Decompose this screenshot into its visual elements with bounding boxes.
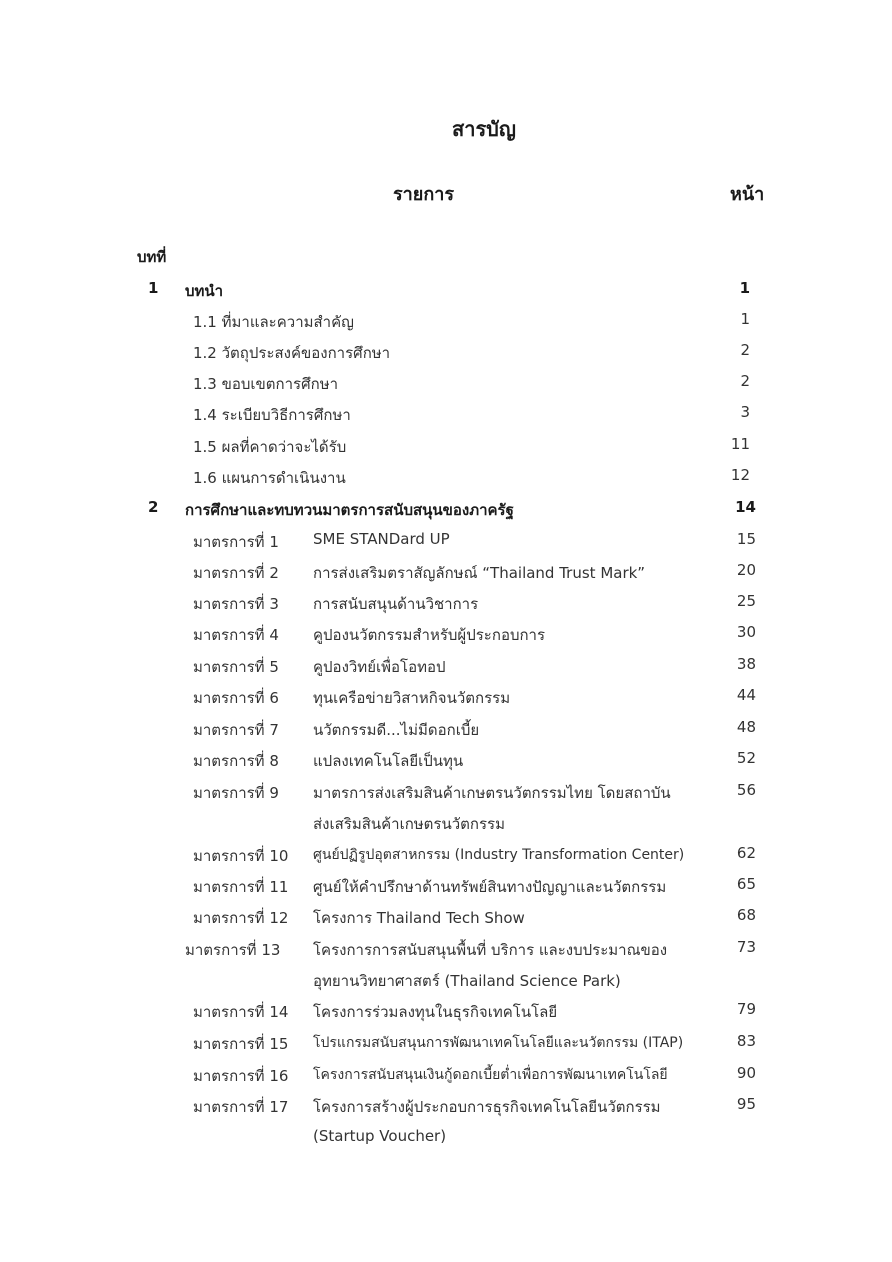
section-page: 2 [740, 372, 750, 390]
chapter-title: การศึกษาและทบทวนมาตรการสนับสนุนของภาครัฐ [185, 501, 514, 519]
measure-page: 20 [736, 561, 756, 579]
measure-title: นวัตกรรมดี...ไม่มีดอกเบี้ย [313, 721, 480, 739]
measure-label: มาตรการที่ 5 [193, 658, 279, 676]
measure-label: มาตรการที่ 4 [193, 626, 279, 644]
section-page: 1 [740, 310, 750, 328]
measure-page: 68 [736, 906, 756, 924]
measure-title: การสนับสนุนด้านวิชาการ [313, 595, 479, 613]
measure-title: โครงการ Thailand Tech Show [313, 909, 525, 927]
toc-title: สารบัญ [452, 117, 516, 141]
chapter-number: 1 [148, 279, 159, 297]
measure-title: คูปองวิทย์เพื่อโอทอป [313, 658, 446, 676]
measure-page: 56 [736, 781, 756, 799]
measure-title-continued: อุทยานวิทยาศาสตร์ (Thailand Science Park) [313, 972, 621, 990]
measure-title: คูปองนวัตกรรมสำหรับผู้ประกอบการ [313, 626, 546, 644]
section-entry: 1.4 ระเบียบวิธีการศึกษา [193, 406, 351, 424]
section-page: 11 [730, 435, 750, 453]
measure-title: โครงการสนับสนุนเงินกู้ดอกเบี้ยต่ำเพื่อการพัฒนาเทคโนโลยี [313, 1067, 668, 1083]
chapter-page: 14 [735, 498, 756, 516]
measure-label: มาตรการที่ 13 [185, 941, 281, 959]
measure-label: มาตรการที่ 11 [193, 878, 289, 896]
chapter-page: 1 [739, 279, 750, 297]
measure-label: มาตรการที่ 1 [193, 533, 279, 551]
measure-label: มาตรการที่ 3 [193, 595, 279, 613]
measure-page: 15 [736, 530, 756, 548]
section-page: 2 [740, 341, 750, 359]
measure-label: มาตรการที่ 12 [193, 909, 289, 927]
section-entry: 1.2 วัตถุประสงค์ของการศึกษา [193, 344, 391, 362]
measure-page: 65 [736, 875, 756, 893]
measure-label: มาตรการที่ 7 [193, 721, 279, 739]
measure-label: มาตรการที่ 6 [193, 689, 279, 707]
measure-title: การส่งเสริมตราสัญลักษณ์ “Thailand Trust Mark” [313, 564, 646, 582]
measure-page: 95 [736, 1095, 756, 1113]
measure-title-continued: ส่งเสริมสินค้าเกษตรนวัตกรรม [313, 815, 505, 833]
section-page: 12 [730, 466, 750, 484]
measure-page: 79 [736, 1000, 756, 1018]
items-column-header: รายการ [393, 184, 454, 205]
measure-page: 48 [736, 718, 756, 736]
page-column-header: หน้า [730, 184, 765, 205]
measure-title: มาตรการส่งเสริมสินค้าเกษตรนวัตกรรมไทย โดยสถาบัน [313, 784, 671, 802]
section-page: 3 [740, 403, 750, 421]
chapter-column-label: บทที่ [137, 248, 167, 266]
measure-label: มาตรการที่ 14 [193, 1003, 289, 1021]
section-entry: 1.5 ผลที่คาดว่าจะได้รับ [193, 438, 347, 456]
section-entry: 1.6 แผนการดำเนินงาน [193, 469, 346, 487]
measure-page: 44 [736, 686, 756, 704]
measure-page: 52 [736, 749, 756, 767]
measure-page: 25 [736, 592, 756, 610]
measure-label: มาตรการที่ 17 [193, 1098, 289, 1116]
measure-label: มาตรการที่ 16 [193, 1067, 289, 1085]
measure-label: มาตรการที่ 2 [193, 564, 279, 582]
measure-title-continued: (Startup Voucher) [313, 1127, 447, 1145]
measure-page: 83 [736, 1032, 756, 1050]
measure-title: SME STANDard UP [313, 530, 450, 548]
measure-title: โครงการสร้างผู้ประกอบการธุรกิจเทคโนโลยีนวัตกรรม [313, 1098, 661, 1116]
section-entry: 1.1 ที่มาและความสำคัญ [193, 313, 354, 331]
measure-page: 38 [736, 655, 756, 673]
measure-title: โครงการการสนับสนุนพื้นที่ บริการ และงบประมาณของ [313, 941, 668, 959]
measure-page: 62 [736, 844, 756, 862]
measure-title: ศูนย์ให้คำปรึกษาด้านทรัพย์สินทางปัญญาและนวัตกรรม [313, 878, 667, 896]
measure-title: แปลงเทคโนโลยีเป็นทุน [313, 752, 464, 770]
measure-title: ศูนย์ปฏิรูปอุตสาหกรรม (Industry Transformation Center) [313, 847, 685, 863]
measure-title: โครงการร่วมลงทุนในธุรกิจเทคโนโลยี [313, 1003, 558, 1021]
measure-page: 73 [736, 938, 756, 956]
measure-label: มาตรการที่ 10 [193, 847, 289, 865]
measure-title: ทุนเครือข่ายวิสาหกิจนวัตกรรม [313, 689, 511, 707]
chapter-title: บทนำ [185, 282, 224, 300]
section-entry: 1.3 ขอบเขตการศึกษา [193, 375, 339, 393]
measure-page: 90 [736, 1064, 756, 1082]
measure-label: มาตรการที่ 9 [193, 784, 279, 802]
measure-label: มาตรการที่ 8 [193, 752, 279, 770]
measure-label: มาตรการที่ 15 [193, 1035, 289, 1053]
chapter-number: 2 [148, 498, 159, 516]
measure-page: 30 [736, 623, 756, 641]
measure-title: โปรแกรมสนับสนุนการพัฒนาเทคโนโลยีและนวัตกรรม (ITAP) [313, 1035, 684, 1051]
